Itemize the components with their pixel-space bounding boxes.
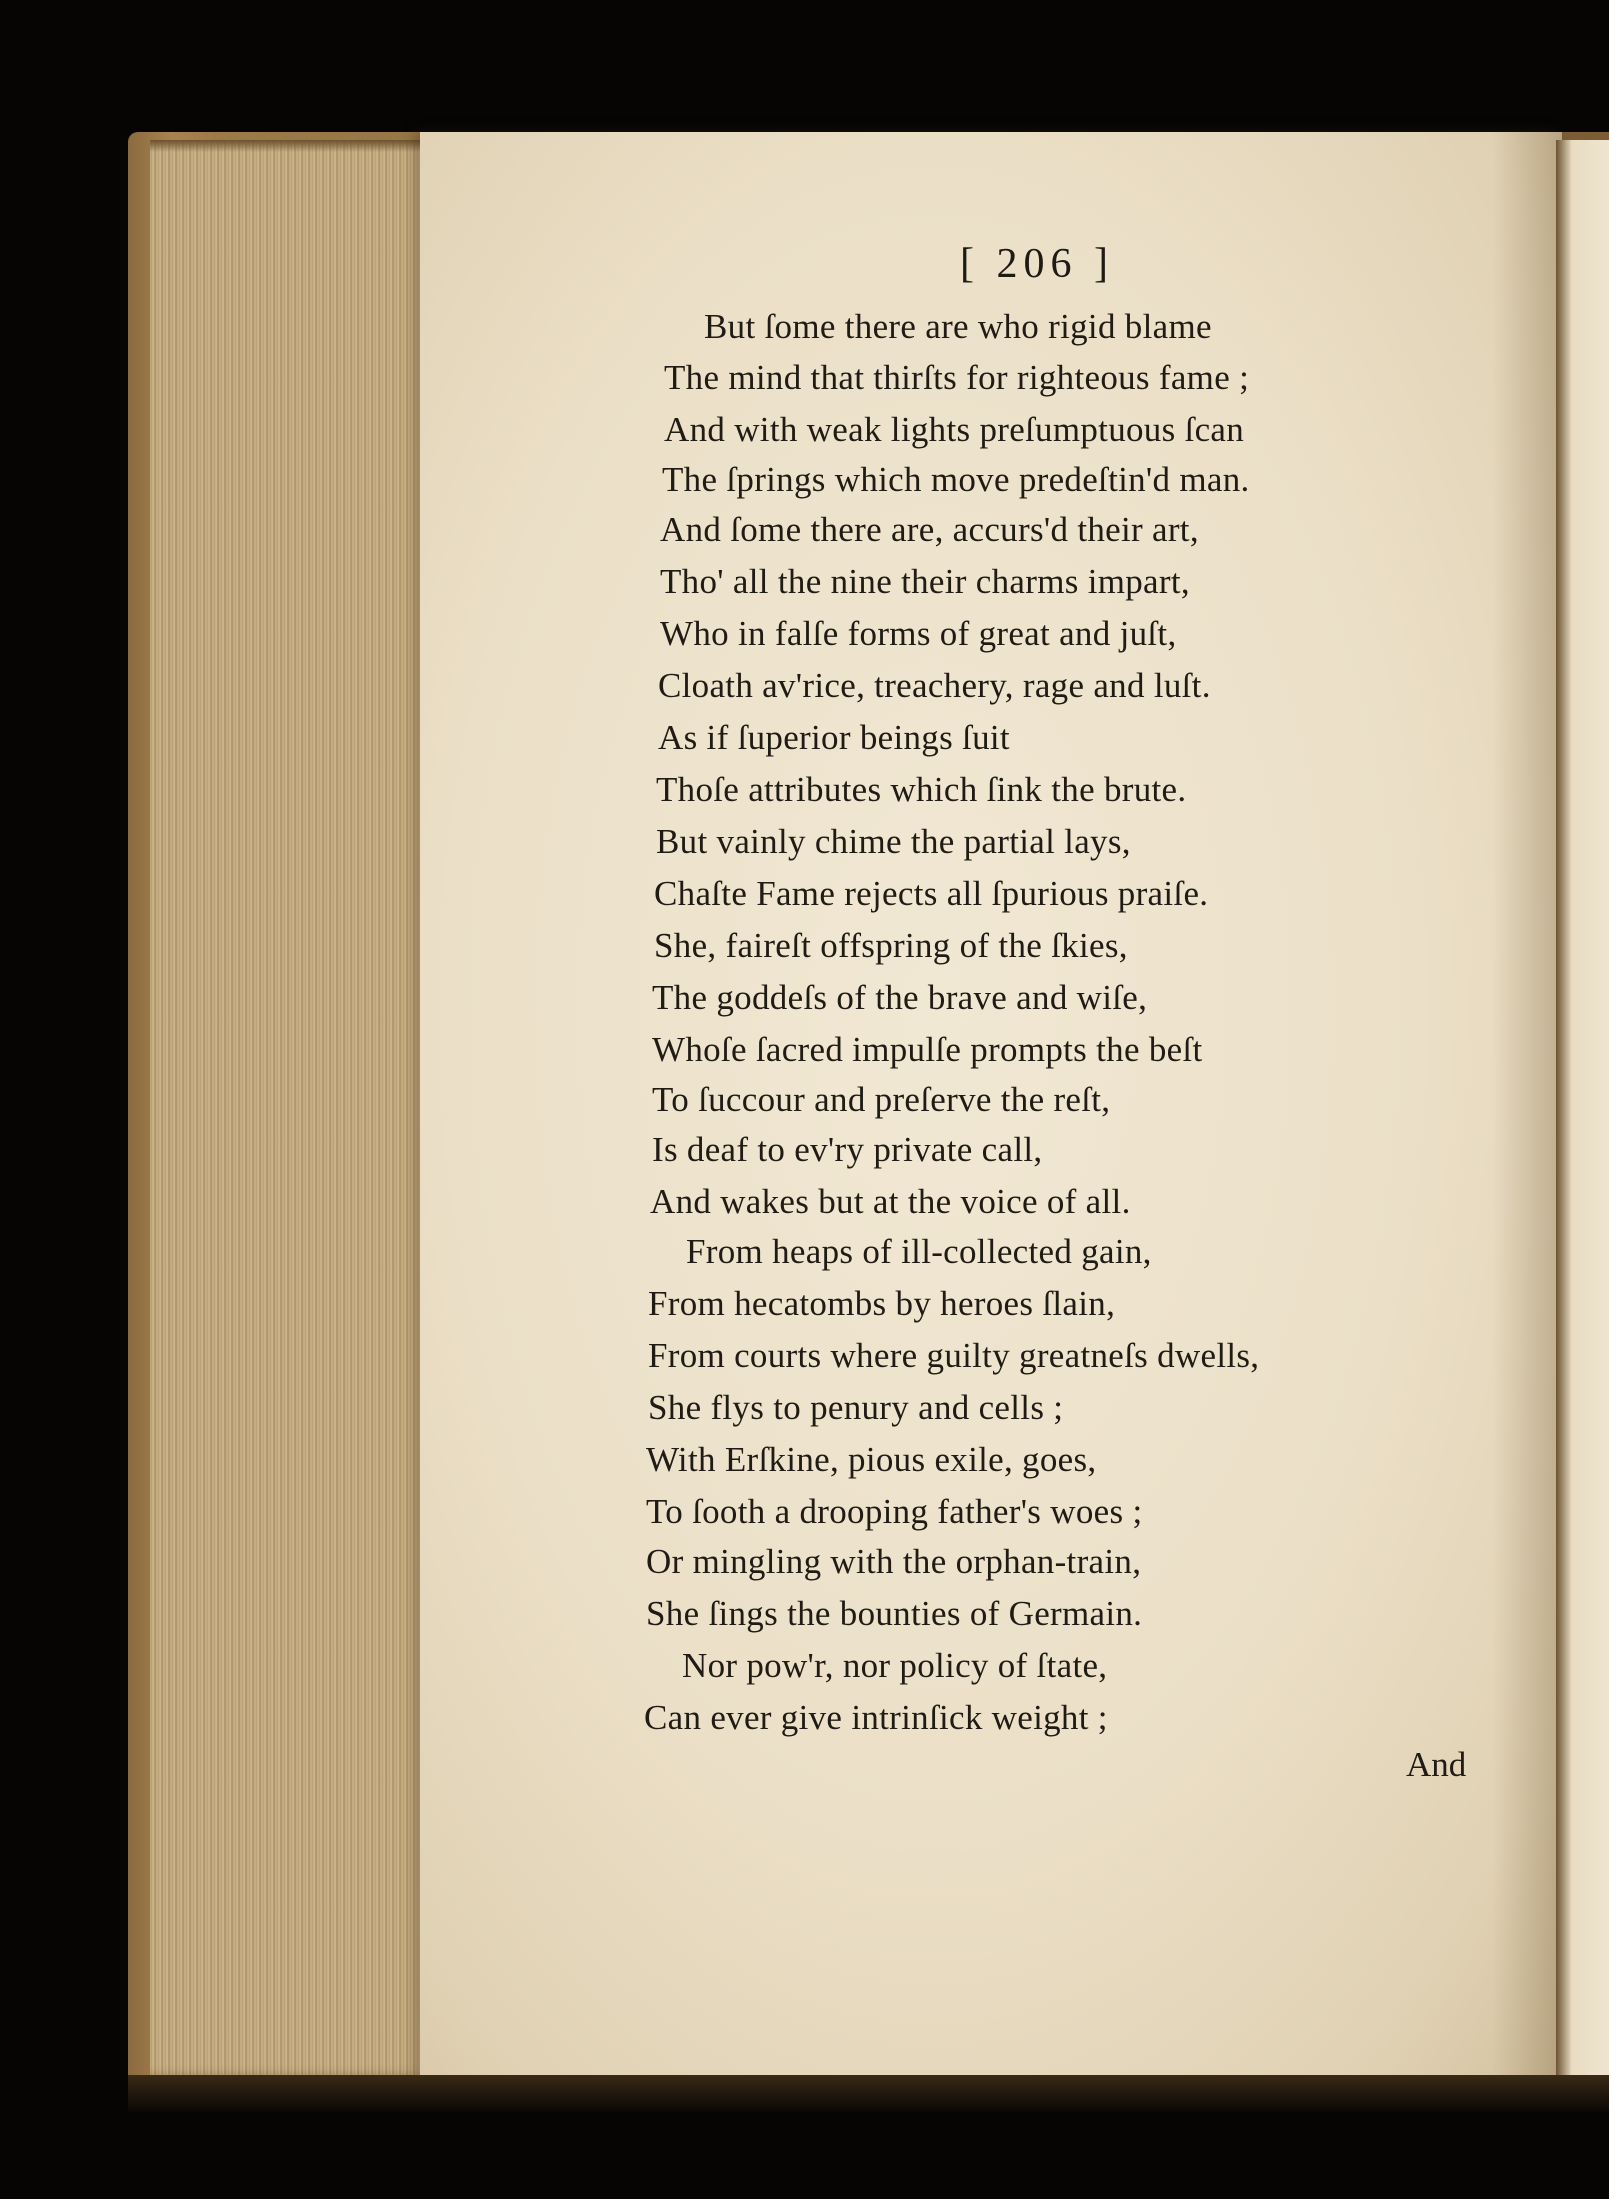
poem-line: And with weak lights preſumptuous ſcan bbox=[664, 410, 1245, 449]
poem-line: Can ever give intrinſick weight ; bbox=[644, 1698, 1108, 1737]
page-edges bbox=[150, 140, 440, 2075]
poem-line: Whoſe ſacred impulſe prompts the beſt bbox=[652, 1030, 1203, 1069]
bottom-shadow bbox=[128, 2075, 1609, 2115]
poem-line: From hecatombs by heroes ſlain, bbox=[648, 1284, 1116, 1323]
poem-line: But vainly chime the partial lays, bbox=[656, 822, 1131, 861]
poem-line: Who in falſe forms of great and juſt, bbox=[660, 614, 1177, 653]
poem-line: Chaſte Fame rejects all ſpurious praiſe. bbox=[654, 874, 1209, 913]
poem-line: As if ſuperior beings ſuit bbox=[658, 718, 1010, 757]
poem-line: Nor pow'r, nor policy of ſtate, bbox=[682, 1646, 1108, 1685]
poem-line: Or mingling with the orphan-train, bbox=[646, 1542, 1142, 1581]
poem-line: Tho' all the nine their charms impart, bbox=[660, 562, 1190, 601]
poem-line: Is deaf to ev'ry private call, bbox=[652, 1130, 1043, 1169]
poem-line: She, faireſt offspring of the ſkies, bbox=[654, 926, 1128, 965]
book-page bbox=[420, 132, 1562, 2080]
facing-page-edge bbox=[1556, 140, 1609, 2075]
poem-line: But ſome there are who rigid blame bbox=[704, 307, 1212, 346]
poem-line: She flys to penury and cells ; bbox=[648, 1388, 1064, 1427]
poem-line: The ſprings which move predeſtin'd man. bbox=[662, 460, 1250, 499]
poem-line: With Erſkine, pious exile, goes, bbox=[646, 1440, 1097, 1479]
poem-line: And wakes but at the voice of all. bbox=[650, 1182, 1131, 1221]
poem-line: She ſings the bounties of Germain. bbox=[646, 1594, 1143, 1633]
poem-line: The mind that thirſts for righteous fame ; bbox=[664, 358, 1250, 397]
poem-line: Cloath av'rice, treachery, rage and luſt. bbox=[658, 666, 1211, 705]
poem-line: To ſuccour and preſerve the reſt, bbox=[652, 1080, 1111, 1119]
poem-line: Thoſe attributes which ſink the brute. bbox=[656, 770, 1187, 809]
poem-line: And ſome there are, accurs'd their art, bbox=[660, 510, 1199, 549]
poem-line: From heaps of ill-collected gain, bbox=[686, 1232, 1152, 1271]
catchword: And bbox=[1406, 1745, 1467, 1784]
poem-line: From courts where guilty greatneſs dwells, bbox=[648, 1336, 1260, 1375]
poem-line: To ſooth a drooping father's woes ; bbox=[646, 1492, 1143, 1531]
page-number: [ 206 ] bbox=[960, 241, 1114, 287]
poem-line: The goddeſs of the brave and wiſe, bbox=[652, 978, 1148, 1017]
